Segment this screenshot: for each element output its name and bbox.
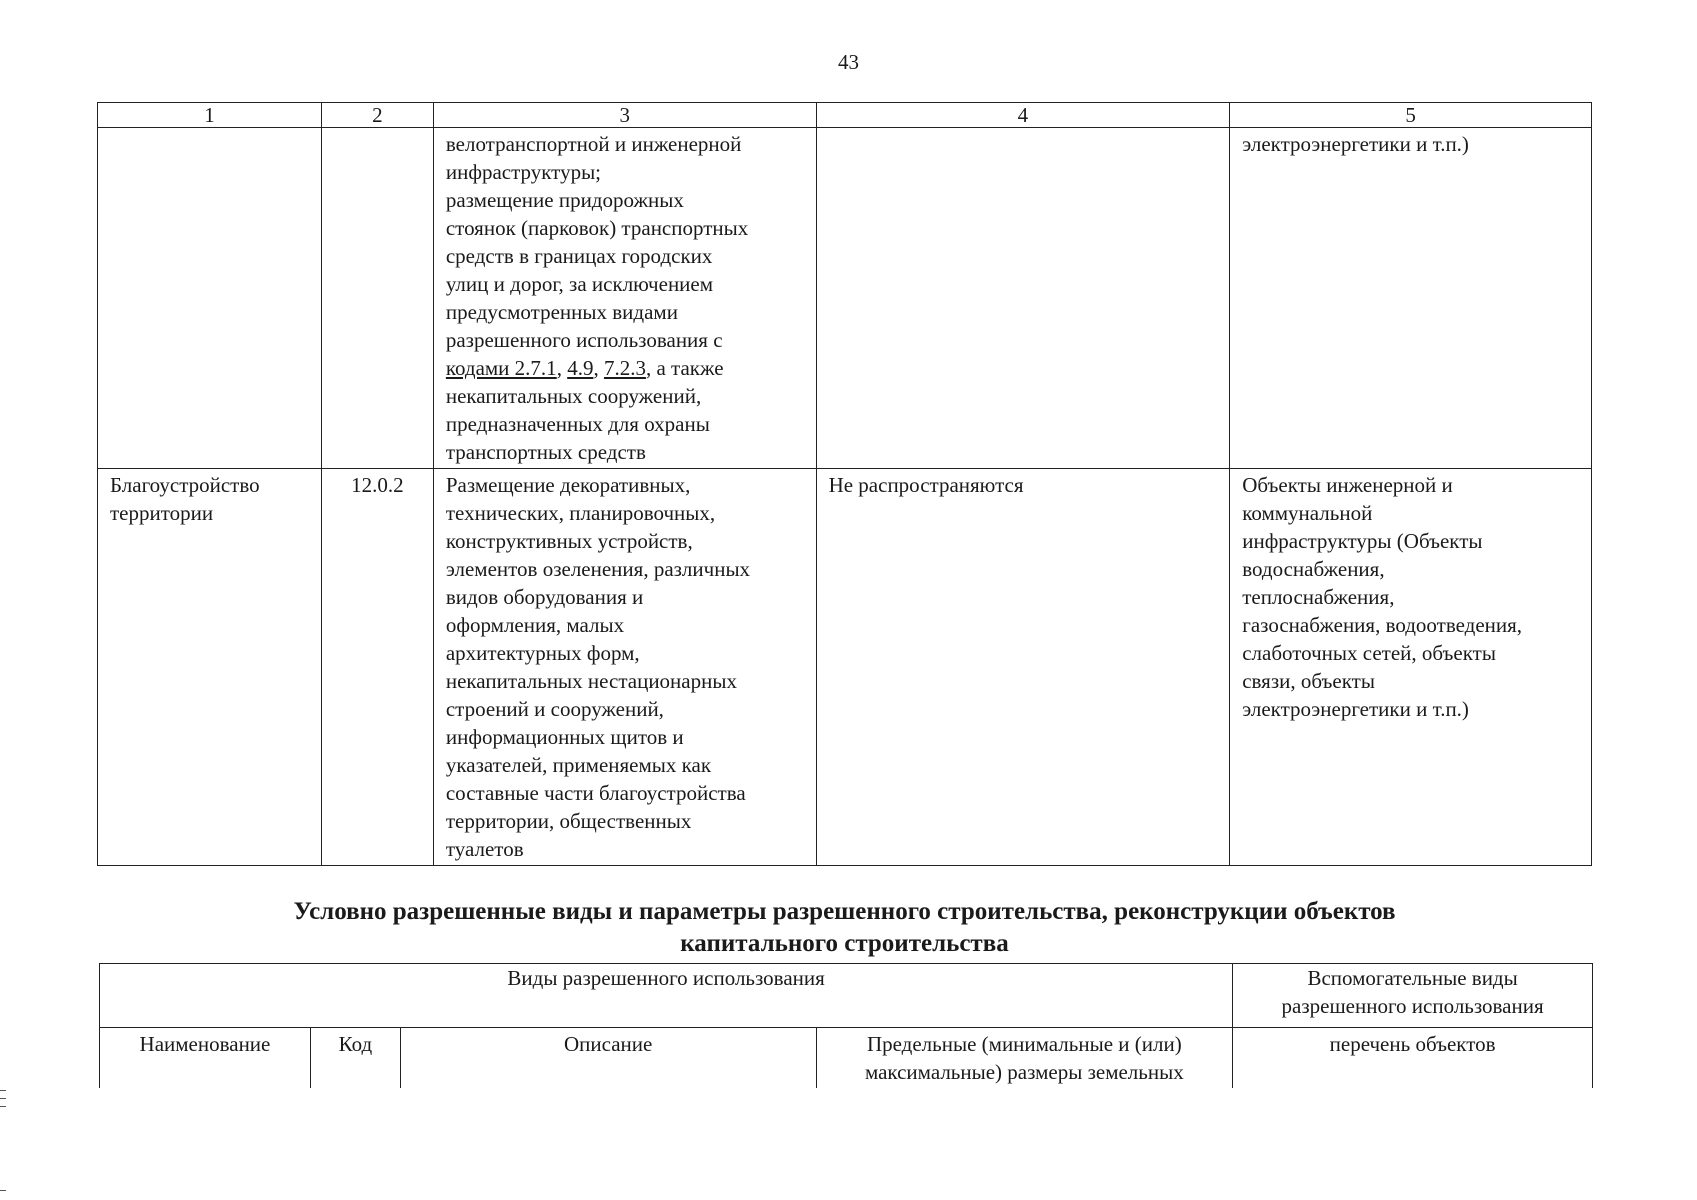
conditional-land-use-table xyxy=(99,963,1593,1088)
row1-description-text: велотранспортной и инженерной инфраструктуры; размещение придорожных стоянок (парковок) транспортных средств в границах городских улиц и дорог, за исключением предусмотренных видами разрешенного использования с xyxy=(445,132,749,352)
land-use-table-continued xyxy=(97,102,1592,866)
description-column-header: Описание xyxy=(400,1028,816,1089)
code-link-4-9[interactable]: 4.9 xyxy=(567,356,594,380)
separator: , xyxy=(556,356,568,380)
column-number-5: 5 xyxy=(1230,103,1592,128)
scan-edge-mark xyxy=(0,1106,6,1107)
row2-code-cell: 12.0.2 xyxy=(321,469,433,866)
scan-edge-mark xyxy=(0,1090,6,1091)
row1-aux-objects-cell: электроэнергетики и т.п.) xyxy=(1230,128,1592,469)
table-row xyxy=(98,128,1592,469)
limits-column-header: Предельные (минимальные и (или) максимальные) размеры земельных xyxy=(816,1028,1233,1089)
table-row xyxy=(98,469,1592,866)
scan-edge-mark xyxy=(0,1190,6,1191)
column-number-row xyxy=(98,103,1592,128)
section-title: Условно разрешенные виды и параметры разрешенного строительства, реконструкции объектов капитального строительства xyxy=(293,898,1396,957)
table-header-row xyxy=(100,964,1593,1028)
row1-code-cell xyxy=(321,128,433,469)
page-number: 43 xyxy=(838,50,859,74)
auxiliary-uses-header: Вспомогательные виды разрешенного использования xyxy=(1233,964,1593,1028)
column-number-4: 4 xyxy=(816,103,1230,128)
table-header-row xyxy=(100,1028,1593,1089)
code-link-7-2-3[interactable]: 7.2.3 xyxy=(603,356,646,380)
code-link-2-7-1[interactable]: кодами 2.7.1 xyxy=(445,356,557,380)
row1-limits-cell xyxy=(816,128,1230,469)
column-number-3: 3 xyxy=(433,103,816,128)
row1-description-tail: , а также некапитальных сооружений, предназначенных для охраны транспортных средств xyxy=(445,356,724,464)
name-column-header: Наименование xyxy=(100,1028,311,1089)
code-column-header: Код xyxy=(310,1028,400,1089)
row2-aux-objects-cell: Объекты инженерной и коммунальной инфраструктуры (Объекты водоснабжения, теплоснабжения, газоснабжения, водоотведения, слаботочных сетей, объекты связи, объекты электроэнергетики и т.п.) xyxy=(1230,469,1592,866)
objects-column-header: перечень объектов xyxy=(1233,1028,1593,1089)
row2-description-cell: Размещение декоративных, технических, планировочных, конструктивных устройств, элементов озеленения, различных видов оборудования и оформления, малых архитектурных форм, некапитальных нестационарных строений и сооружений, информационных щитов и указателей, применяемых как составные части благоустройства территории, общественных туалетов xyxy=(433,469,816,866)
row1-name-cell xyxy=(98,128,322,469)
column-number-1: 1 xyxy=(98,103,322,128)
row2-limits-cell: Не распространяются xyxy=(816,469,1230,866)
permitted-uses-header: Виды разрешенного использования xyxy=(100,964,1233,1028)
separator: , xyxy=(593,356,604,380)
column-number-2: 2 xyxy=(321,103,433,128)
row1-description-cell xyxy=(433,128,816,469)
row2-name-cell: Благоустройство территории xyxy=(98,469,322,866)
scan-edge-mark xyxy=(0,1098,6,1099)
